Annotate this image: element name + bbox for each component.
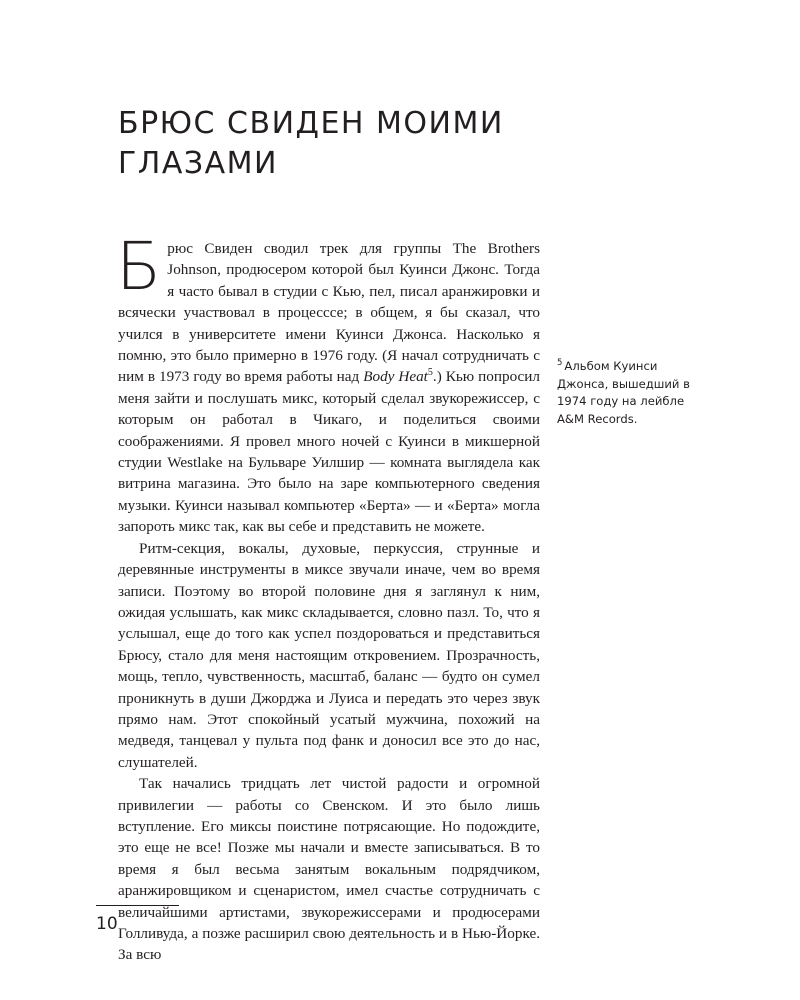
album-title: Body Heat xyxy=(363,368,428,386)
paragraph-1-rest: .) Кью попросил меня зайти и послушать микс, который сделал звукорежиссер, с которым он работал в Чикаго, и поделиться своими соображениями. Я провел много ночей с Куинси в микшерной студии Westlake на Бульваре Уилшир — комната выглядела как витрина магазина. Это было на заре компьютерного сведения музыки. Куинси называл компьютер «Берта» — и «Берта» могла запороть микс так, как вы себе и представить не можете. xyxy=(118,368,540,536)
paragraph-1-intro: рюс Свиден сводил трек для группы The Brothers Johnson, продюсером которой был Куинси Джонс. Тогда я часто бывал в студии с Кью, пел, писал аранжировки и всячески участвовал в процесссе; в общем, я бы сказал, что учился в университете имени Куинси Джонса. Насколько я помню, это было примерно в 1976 году. (Я начал сотрудничать с ним в 1973 году во время работы над xyxy=(118,240,540,386)
paragraph-2: Ритм-секция, вокалы, духовые, перкуссия, струнные и деревянные инструменты в миксе звучали иначе, чем во время записи. Поэтому во второй половине дня я заглянул к ним, ожидая услышать, как микс складывается, словно пазл. То, что я услышал, еще до того как успел поздороваться и представиться Брюсу, стало для меня настоящим откровением. Прозрачность, мощь, тепло, чувственность, масштаб, баланс — будто он сумел проникнуть в души Джорджа и Луиса и передать это через звук прямо нам. Этот спокойный усатый мужчина, похожий на медведя, танцевал у пульта под фанк и доносил все это до нас, слушателей. xyxy=(118,539,540,771)
chapter-title xyxy=(118,104,538,184)
chapter-title-line-2: ГЛАЗАМИ xyxy=(118,146,278,181)
footnote-reference[interactable]: 5 xyxy=(427,367,433,379)
sidenote-text: Альбом Куинси Джонса, вышедший в 1974 году на лейбле A&M Records. xyxy=(557,359,690,426)
drop-cap: Б xyxy=(116,228,162,305)
body-text xyxy=(116,228,540,966)
folio-rule xyxy=(96,905,179,906)
paragraph-3: Так начались тридцать лет чистой радости и огромной привилегии — работы со Свенском. И это было лишь вступление. Его миксы поистине потрясающие. Но подождите, это еще не все! Позже мы начали и вместе записываться. В то время я был весьма занятым вокальным подрядчиком, аранжировщиком и сценаристом, имел счастье сотрудничать с величайшими артистами, звукорежиссерами и продюсерами Голливуда, а позже расширил свою деятельность и в Нью-Йорке. За всю xyxy=(118,775,540,964)
paragraph-1 xyxy=(116,228,540,538)
page-number: 10 xyxy=(96,914,118,934)
chapter-title-line-1: БРЮС СВИДЕН МОИМИ xyxy=(118,106,504,141)
sidenote-number: 5 xyxy=(557,358,563,369)
sidenote xyxy=(557,358,707,428)
